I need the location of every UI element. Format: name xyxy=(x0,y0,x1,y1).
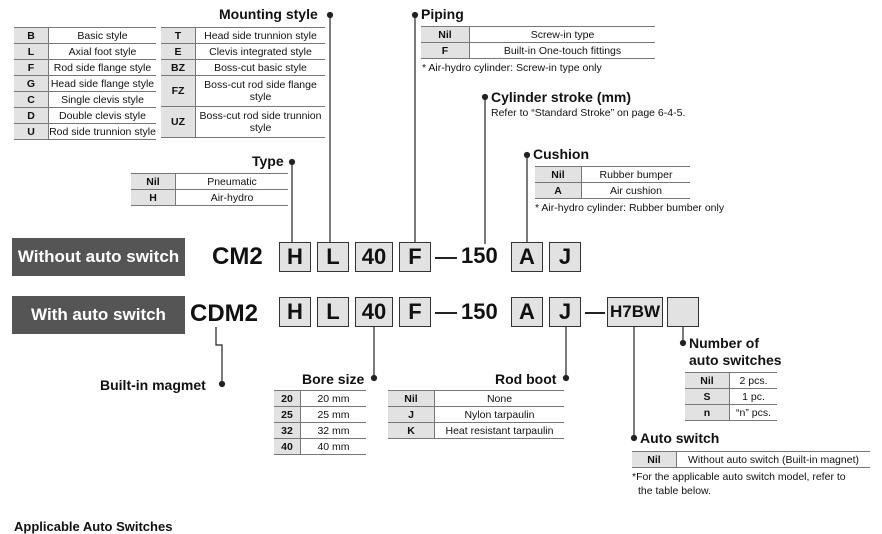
option-code: K xyxy=(388,423,435,439)
bore-size-row xyxy=(274,423,366,439)
with-dash-2 xyxy=(585,312,605,314)
cushion-row xyxy=(535,167,690,183)
without-dash xyxy=(435,257,457,259)
with-auto-switch-banner: With auto switch xyxy=(12,296,185,334)
option-value: 1 pc. xyxy=(730,389,778,405)
option-value: 2 pcs. xyxy=(730,373,778,389)
option-value: Rubber bumper xyxy=(582,167,691,183)
rod-boot-row xyxy=(388,391,564,407)
bore-size-table xyxy=(274,390,366,455)
without-bore-box: 40 xyxy=(355,242,393,272)
without-prefix: CM2 xyxy=(212,243,263,270)
with-bore-box: 40 xyxy=(355,297,393,327)
option-value: Basic style xyxy=(49,28,157,44)
piping-row xyxy=(421,43,655,59)
option-code: Nil xyxy=(131,174,176,190)
auto-switch-title: Auto switch xyxy=(640,430,720,446)
option-code: Nil xyxy=(388,391,435,407)
cushion-row xyxy=(535,183,690,199)
auto-switch-note-2: the table below. xyxy=(638,485,711,497)
auto-switch-table xyxy=(632,451,870,468)
option-code: E xyxy=(161,44,196,60)
option-code: T xyxy=(161,28,196,44)
option-code: S xyxy=(685,389,730,405)
option-value: Double clevis style xyxy=(49,108,157,124)
mounting-style-row xyxy=(14,44,156,60)
mounting-style-row xyxy=(14,76,156,92)
type-title: Type xyxy=(252,153,284,169)
auto-switch-note-1: *For the applicable auto switch model, refer to xyxy=(632,471,846,483)
option-code: 40 xyxy=(274,439,301,455)
cut-off-section-title: Applicable Auto Switches xyxy=(14,519,173,534)
mounting-style-row xyxy=(14,28,156,44)
piping-table xyxy=(421,26,655,59)
option-value: Axial foot style xyxy=(49,44,157,60)
option-code: 32 xyxy=(274,423,301,439)
number-of-switches-table xyxy=(685,372,777,421)
bore-size-row xyxy=(274,391,366,407)
without-stroke-value: 150 xyxy=(461,243,498,268)
option-value: Clevis integrated style xyxy=(196,44,326,60)
piping-title: Piping xyxy=(421,6,464,22)
mounting-style-row xyxy=(14,124,156,140)
type-row xyxy=(131,190,288,206)
bore-size-row xyxy=(274,407,366,423)
option-value: Nylon tarpaulin xyxy=(435,407,565,423)
option-code: G xyxy=(14,76,49,92)
option-value: Heat resistant tarpaulin xyxy=(435,423,565,439)
option-code: 25 xyxy=(274,407,301,423)
option-value: Rod side trunnion style xyxy=(49,125,156,138)
option-value: “n” pcs. xyxy=(730,405,778,421)
option-code: B xyxy=(14,28,49,44)
option-value: Air cushion xyxy=(582,183,691,199)
with-type-box: H xyxy=(279,297,311,327)
type-table xyxy=(131,173,288,206)
option-value: Rod side flange style xyxy=(49,60,157,76)
cushion-title: Cushion xyxy=(533,146,589,162)
with-piping-box: F xyxy=(399,297,431,327)
option-code: BZ xyxy=(161,60,196,76)
rod-boot-row xyxy=(388,423,564,439)
option-code: D xyxy=(14,108,49,124)
mounting-style-title: Mounting style xyxy=(219,6,318,22)
option-code: L xyxy=(14,44,49,60)
option-value: 32 mm xyxy=(301,423,367,439)
mounting-style-row xyxy=(161,28,325,44)
without-piping-box: F xyxy=(399,242,431,272)
option-value: Boss-cut rod side trunnion style xyxy=(196,107,326,138)
mounting-style-row xyxy=(14,92,156,108)
option-value: 25 mm xyxy=(301,407,367,423)
option-code: n xyxy=(685,405,730,421)
mounting-style-table-right xyxy=(161,27,325,138)
option-value: None xyxy=(435,391,565,407)
stroke-title: Cylinder stroke (mm) xyxy=(491,89,632,105)
number-of-switches-row xyxy=(685,373,777,389)
option-code: 20 xyxy=(274,391,301,407)
bore-size-title: Bore size xyxy=(302,371,365,387)
without-boot-box: J xyxy=(549,242,581,272)
built-in-magnet-title: Built-in magmet xyxy=(100,377,206,393)
option-code: Nil xyxy=(685,373,730,389)
with-switch-number-box xyxy=(667,297,699,327)
mounting-style-row xyxy=(14,108,156,124)
type-row xyxy=(131,174,288,190)
without-type-box: H xyxy=(279,242,311,272)
mounting-style-table-left xyxy=(14,27,156,140)
option-code: U xyxy=(14,124,49,140)
option-value: Built-in One-touch fittings xyxy=(470,43,656,59)
option-code: C xyxy=(14,92,49,108)
without-cushion-box: A xyxy=(511,242,543,272)
option-value: Pneumatic xyxy=(176,174,289,190)
option-value: Single clevis style xyxy=(49,92,157,108)
rod-boot-table xyxy=(388,390,564,439)
with-mount-box: L xyxy=(317,297,349,327)
option-value: 40 mm xyxy=(301,439,367,455)
option-value: 20 mm xyxy=(301,391,367,407)
option-code: Nil xyxy=(535,167,582,183)
with-dash xyxy=(435,312,457,314)
number-of-switches-row xyxy=(685,405,777,421)
with-switch-box: H7BW xyxy=(607,297,663,327)
with-cushion-box: A xyxy=(511,297,543,327)
option-code: FZ xyxy=(161,76,196,107)
option-value: Boss-cut basic style xyxy=(196,60,326,76)
mounting-style-row xyxy=(161,60,325,76)
mounting-style-row xyxy=(161,44,325,60)
option-value: Head side trunnion style xyxy=(196,28,326,44)
option-value: Boss-cut rod side flange style xyxy=(196,76,326,107)
number-of-switches-row xyxy=(685,389,777,405)
rod-boot-row xyxy=(388,407,564,423)
option-code: H xyxy=(131,190,176,206)
cushion-table xyxy=(535,166,690,199)
mounting-style-row xyxy=(14,60,156,76)
option-code: Nil xyxy=(632,452,677,468)
with-boot-box: J xyxy=(549,297,581,327)
option-value: Air-hydro xyxy=(176,190,289,206)
piping-row xyxy=(421,27,655,43)
cushion-note: * Air-hydro cylinder: Rubber bumber only xyxy=(535,202,725,214)
option-code: F xyxy=(421,43,470,59)
with-prefix: CDM2 xyxy=(190,300,259,327)
number-of-switches-title-1: Number of xyxy=(689,335,759,351)
option-value: Head side flange style xyxy=(49,76,157,92)
option-value: Without auto switch (Built-in magnet) xyxy=(677,452,871,468)
option-code: UZ xyxy=(161,107,196,138)
piping-note: * Air-hydro cylinder: Screw-in type only xyxy=(422,62,602,74)
option-value: Screw-in type xyxy=(470,27,656,43)
option-code: J xyxy=(388,407,435,423)
mounting-style-row xyxy=(161,76,325,107)
stroke-note: Refer to “Standard Stroke” on page 6-4-5. xyxy=(491,107,686,119)
without-auto-switch-banner: Without auto switch xyxy=(12,238,185,276)
mounting-style-row xyxy=(161,107,325,138)
with-stroke-value: 150 xyxy=(461,299,498,324)
option-code: Nil xyxy=(421,27,470,43)
auto-switch-row xyxy=(632,452,870,468)
bore-size-row xyxy=(274,439,366,455)
rod-boot-title: Rod boot xyxy=(495,371,557,387)
option-code: A xyxy=(535,183,582,199)
option-code: F xyxy=(14,60,49,76)
number-of-switches-title-2: auto switches xyxy=(689,352,782,368)
without-mount-box: L xyxy=(317,242,349,272)
